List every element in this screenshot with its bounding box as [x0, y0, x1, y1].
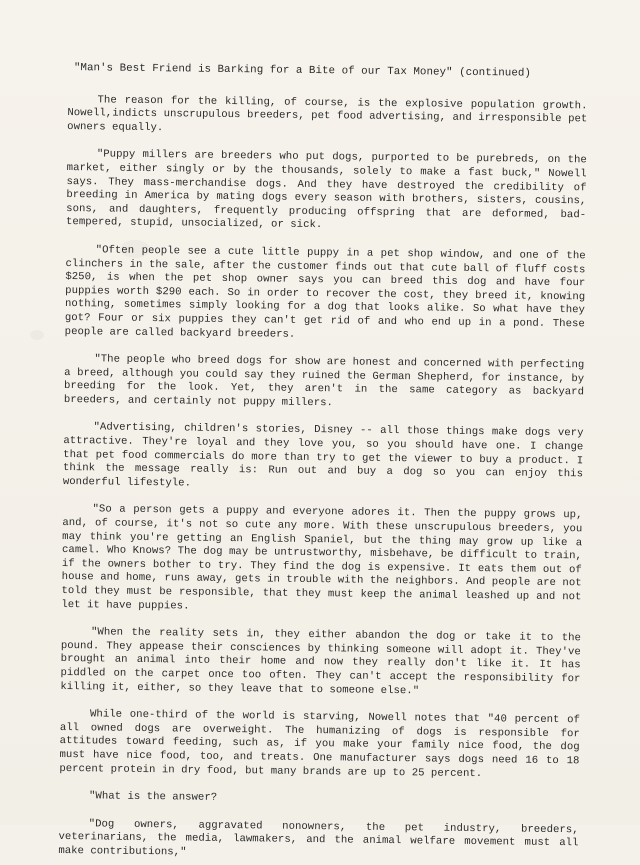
paragraph-9: "What is the answer?: [88, 790, 218, 805]
paper-smudge: [30, 330, 44, 340]
document-body: [58, 62, 588, 865]
paragraph-1: The reason for the killing, of course, is the explosive population growth. Nowell,indicts unscrupulous breeders, pet food advertising, and irresponsible pet owners equally.: [67, 93, 588, 134]
paragraph-10: "Dog owners, aggravated nonowners, the pet industry, breeders, veterinarians, the media, lawmakers, and the animal welfare movement must all make contributions,": [58, 818, 579, 859]
paragraph-8: While one-third of the world is starving, Nowell notes that "40 percent of all owned dogs are overweight. The humanizing of dogs is responsible for attitudes toward feeding, such as, if you make your family nice food, the dog must have nice food, too, and treats. One manufacturer says dogs need 16 to 18 percent protein in dry food, but many brands are up to 25 percent.: [59, 708, 581, 780]
paragraph-7: "When the reality sets in, they either abandon the dog or take it to the pound. They appease their consciences by thinking someone will adopt it. They've brought an animal into their home and now they really don't like it. It has piddled on the carpet once too often. They can't accept the responsibility for killing it, either, so they leave that to someone else.": [60, 626, 582, 697]
paragraph-6: "So a person gets a puppy and everyone adores it. Then the puppy grows up, and, of course, it's not so cute any more. With these unscrupulous breeders, you may think you're getting an English Spaniel, but the thing may grow up like a camel. Who Knows? The dog may be untrustworthy, misbehave, be difficult to train, if the owners bother to try. They find the dog is expensive. It eats them out of house and home, runs away, gets in trouble with the neighbors. And people are not told they must be responsible, that they must keep the animal leashed up and not let it have puppies.: [61, 503, 583, 613]
paragraph-2: "Puppy millers are breeders who put dogs, purported to be purebreds, on the market, either singly or by the thousands, solely to make a fast buck," Nowell says. They mass-merchandise dogs. And they have destroyed the credibility of breeding in America by mating dogs every season with brothers, sisters, cousins, sons, and daughters, frequently producing offspring that are deformed, bad-tempered, stupid, unsocialized, or sick.: [65, 148, 587, 232]
paragraph-5: "Advertising, children's stories, Disney -- all those things make dogs very attractive. They're loyal and they love you, so you should have one. I change that pet food commercials do more than try to get the viewer to buy a product. I think the message really is: Run out and buy a dog so you can enjoy this wonderful lifestyle.: [62, 421, 584, 490]
paragraph-3: "Often people see a cute little puppy in a pet shop window, and one of the clinchers in the sale, after the customer finds out that cute ball of fluff costs $250, is when the pet shop owner says you can breed this dog and have four puppies worth $290 each. So in order to recover the cost, they breed it, knowing nothing, sometimes simply looking for a dog that looks alike. So what have they got? Four or six puppies they can't get rid of and who end up in a pond. These people are called backyard breeders.: [64, 244, 586, 341]
document-title: "Man's Best Friend is Barking for a Bite of our Tax Money" (continued): [73, 62, 532, 80]
paragraph-4: "The people who breed dogs for show are honest and concerned with perfecting a breed, although you could say they ruined the German Shepherd, for instance, by breeding for the look. Yet, they aren't in the same category as backyard breeders, and certainly not puppy millers.: [63, 353, 585, 410]
